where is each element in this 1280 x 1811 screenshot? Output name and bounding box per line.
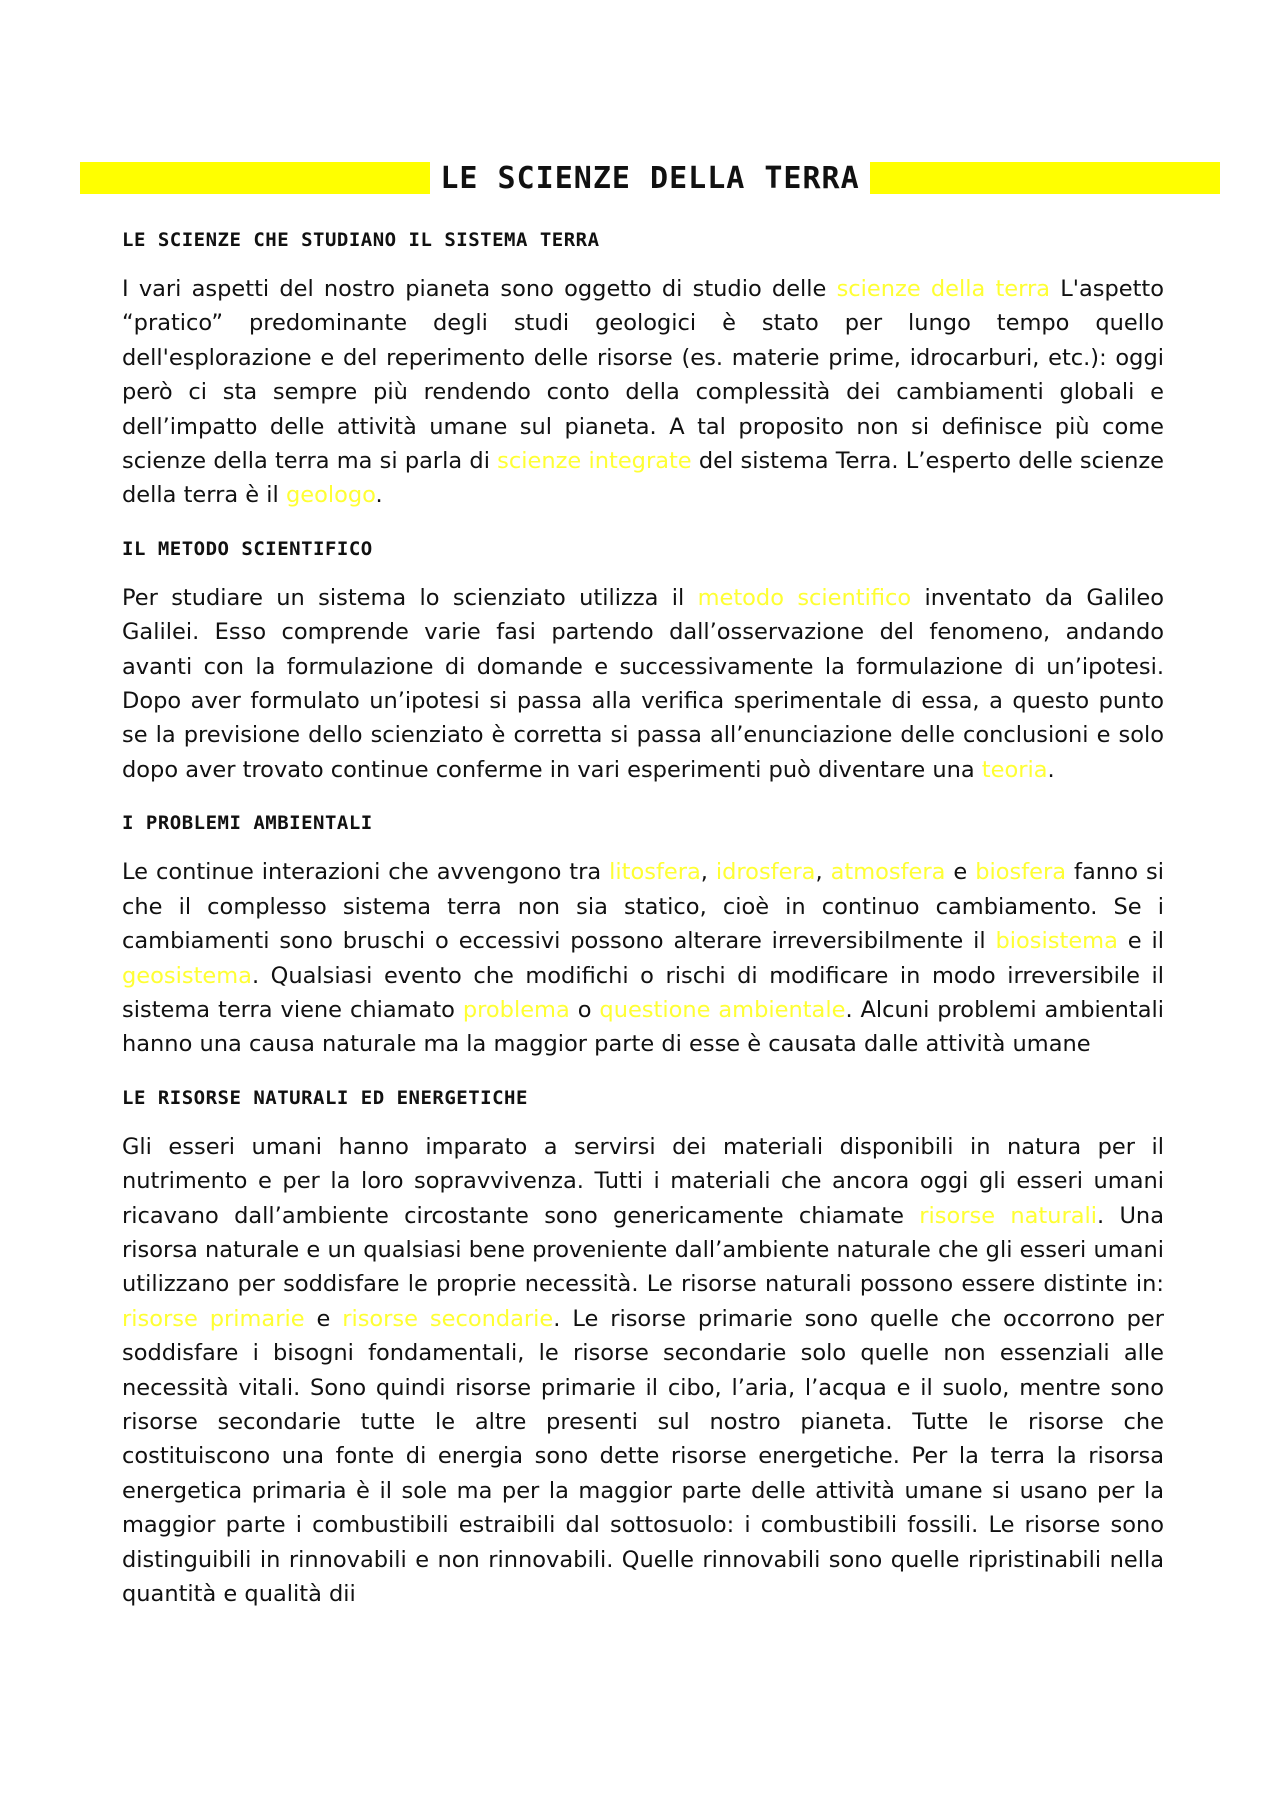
section (122, 226, 1164, 513)
highlighted-term: risorse secondarie (342, 1305, 554, 1332)
title-highlight-right (870, 162, 1220, 194)
highlighted-term: scienze integrate (497, 448, 692, 475)
section-paragraph (122, 1130, 1164, 1612)
text-run: fanno si che il complesso sistema terra non sia statico, cioè in continuo cambiamento. Se i cambiamenti sono bruschi o eccessivi possono alterare irreversibilmente il (122, 859, 1164, 955)
text-run: Per studiare un sistema lo scienziato utilizza il (122, 584, 698, 611)
text-run: e (945, 859, 976, 886)
document-title: LE SCIENZE DELLA TERRA (440, 160, 860, 196)
text-run: , (700, 859, 716, 886)
text-run: . Una risorsa naturale e un qualsiasi bene proveniente dall’ambiente naturale che gli esseri umani utilizzano per soddisfare le proprie necessità. Le risorse naturali possono essere distinte in: (122, 1202, 1164, 1298)
highlighted-term: litosfera (609, 859, 701, 886)
text-run: e il (1117, 928, 1164, 955)
text-run: Le continue interazioni che avvengono tra (122, 859, 610, 886)
section (122, 1084, 1164, 1612)
text-run: . (375, 482, 383, 509)
section-paragraph (122, 272, 1164, 513)
highlighted-term: scienze della terra (836, 276, 1051, 302)
document-body (122, 226, 1164, 1633)
text-run: Gli esseri umani hanno imparato a servirsi dei materiali disponibili in natura per il nutrimento e per la loro sopravvivenza. Tutti i materiali che ancora oggi gli esseri umani ricavano dall’ambiente circostante sono genericamente chiamate (122, 1133, 1164, 1229)
text-run: . (1047, 756, 1055, 783)
text-run: L'aspetto “pratico” predominante degli studi geologici è stato per lungo tempo quello dell'esplorazione e del reperimento delle risorse (es. materie prime, idrocarburi, etc.): oggi però ci sta sempre più rendendo conto della complessità dei cambiamenti globali e dell’impatto delle attività umane sul pianeta. A tal proposito non si definisce più come scienze della terra ma si parla di (122, 276, 1165, 475)
highlighted-term: metodo scientifico (697, 584, 912, 611)
text-run: e (304, 1305, 343, 1332)
highlighted-term: idrosfera (715, 859, 816, 886)
text-run: . Le risorse primarie sono quelle che occorrono per soddisfare i bisogni fondamentali, le risorse secondarie solo quelle non essenziali alle necessità vitali. Sono quindi risorse primarie il cibo, l’aria, l’acqua e il suolo, mentre sono risorse secondarie tutte le altre presenti sul nostro pianeta. Tutte le risorse che costituiscono una fonte di energia sono dette risorse energetiche. Per la terra la risorsa energetica primaria è il sole ma per la maggior parte delle attività umane si usano per la maggior parte i combustibili estraibili dal sottosuolo: i combustibili fossili. Le risorse sono distinguibili in rinnovabili e non rinnovabili. Quelle rinnovabili sono quelle ripristinabili nella quantità e qualità dii (122, 1305, 1165, 1607)
section-heading: LE RISORSE NATURALI ED ENERGETICHE (122, 1086, 528, 1109)
section (122, 809, 1164, 1061)
highlighted-term: geologo (285, 482, 376, 509)
highlighted-term: risorse primarie (122, 1305, 305, 1332)
section-paragraph (122, 855, 1164, 1061)
highlighted-term: biosfera (975, 859, 1067, 886)
title-highlight-left (80, 162, 430, 194)
text-run: I vari aspetti del nostro pianeta sono oggetto di studio delle (122, 276, 837, 302)
section-heading: IL METODO SCIENTIFICO (122, 537, 373, 560)
highlighted-term: biosistema (995, 928, 1118, 955)
text-run: . Alcuni problemi ambientali hanno una causa naturale ma la maggior parte di esse è causata dalle attività umane (122, 996, 1165, 1058)
text-run: o (569, 996, 600, 1023)
section-paragraph (122, 581, 1164, 787)
section-heading: I PROBLEMI AMBIENTALI (122, 812, 373, 835)
highlighted-term: geosistema (122, 962, 252, 989)
highlighted-term: problema (462, 996, 570, 1023)
highlighted-term: questione ambientale (599, 996, 846, 1023)
text-run: , (815, 859, 831, 886)
section-heading: LE SCIENZE CHE STUDIANO IL SISTEMA TERRA (122, 229, 600, 251)
highlighted-term: risorse naturali (919, 1202, 1098, 1229)
text-run: del sistema Terra. L’esperto delle scienze della terra è il (122, 448, 1164, 509)
title-row (80, 158, 1220, 198)
text-run: . Qualsiasi evento che modifichi o rischi di modificare in modo irreversibile il sistema terra viene chiamato (122, 962, 1164, 1023)
text-run: inventato da Galileo Galilei. Esso comprende varie fasi partendo dall’osservazione del fenomeno, andando avanti con la formulazione di domande e successivamente la formulazione di un’ipotesi. Dopo aver formulato un’ipotesi si passa alla verifica sperimentale di essa, a questo punto se la previsione dello scienziato è corretta si passa all’enunciazione delle conclusioni e solo dopo aver trovato continue conferme in vari esperimenti può diventare una (122, 584, 1164, 783)
highlighted-term: teoria (981, 756, 1048, 783)
highlighted-term: atmosfera (830, 859, 946, 886)
section (122, 535, 1164, 787)
